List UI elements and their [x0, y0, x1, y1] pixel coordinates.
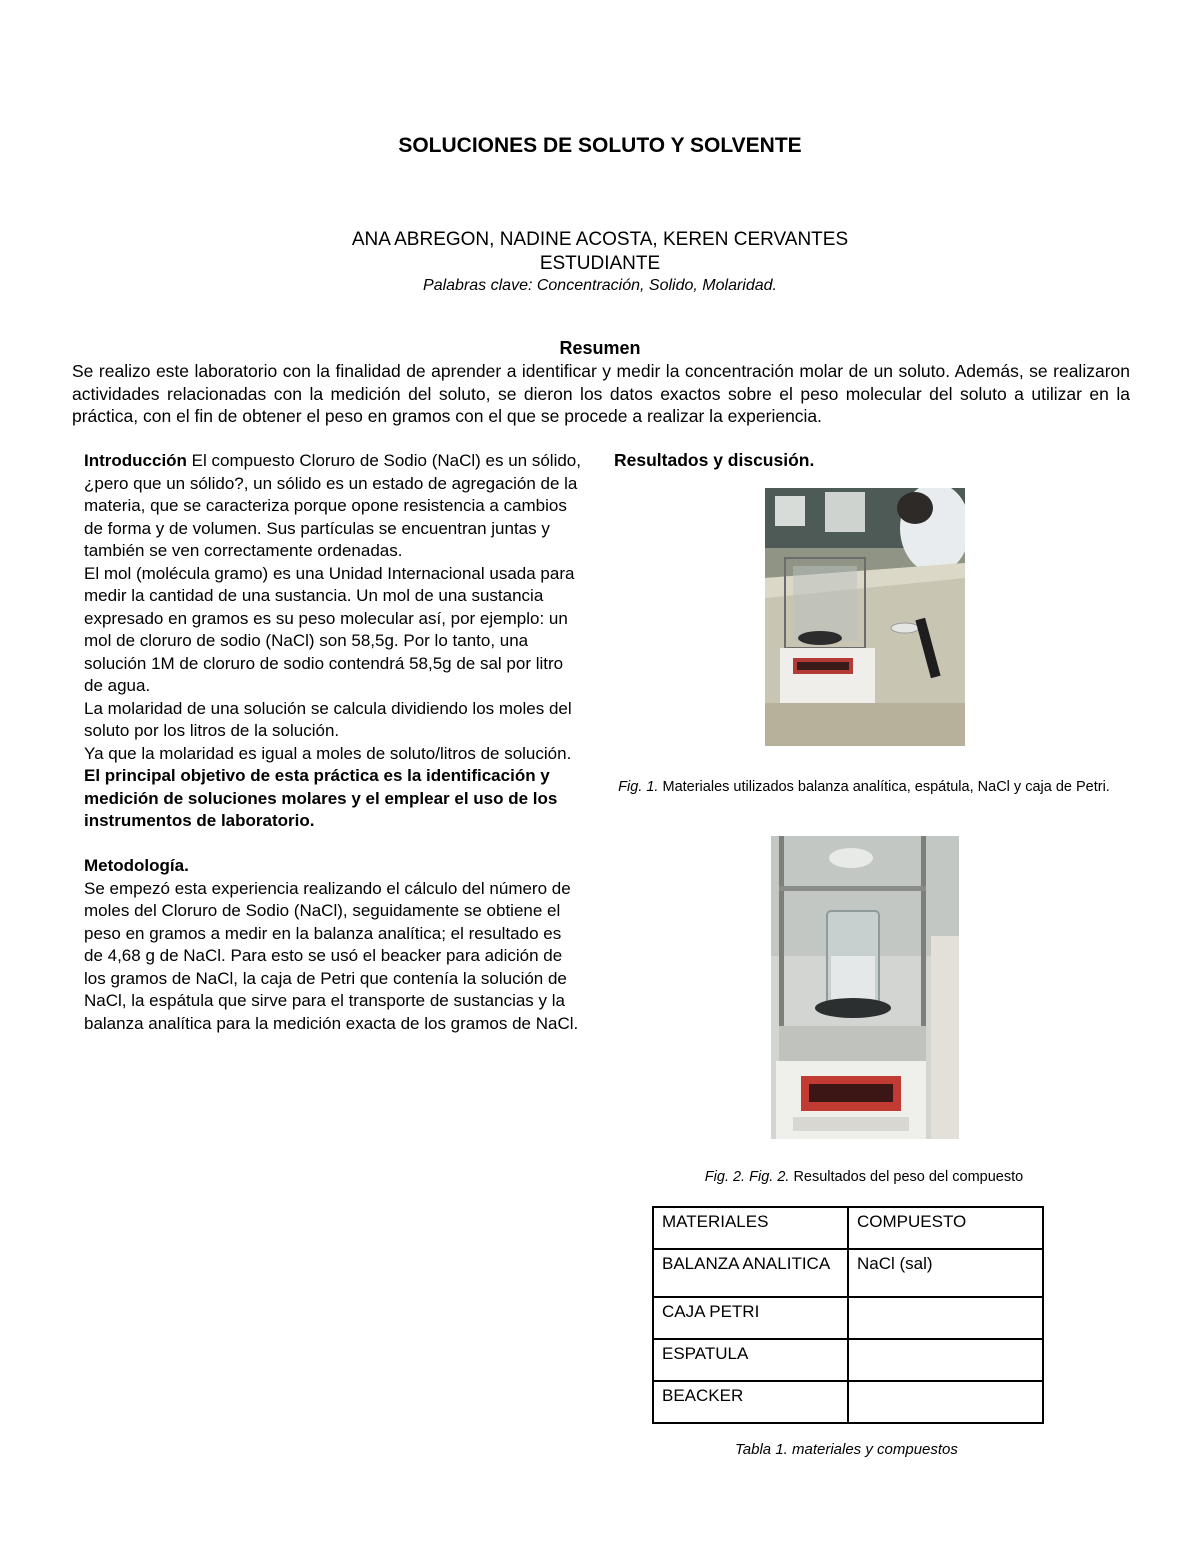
table-cell: BEACKER	[653, 1381, 848, 1423]
figure-2-caption	[604, 1168, 1124, 1187]
figure-2-label: Fig. 2. Fig. 2.	[704, 1169, 790, 1185]
table-row	[653, 1297, 1043, 1339]
authors: ANA ABREGON, NADINE ACOSTA, KEREN CERVANTES	[351, 229, 849, 250]
figure-1-photo	[765, 488, 965, 746]
intro-text: El compuesto Cloruro de Sodio (NaCl) es un sólido, ¿pero que un sólido?, un sólido es un estado de agregación de la materia, que se caracteriza porque opone resistencia a cambios de forma y de volumen. Sus partículas se encuentran juntas y también se ven correctamente ordenadas.	[84, 451, 581, 560]
intro-paragraph-4: Ya que la molaridad es igual a moles de soluto/litros de solución.	[84, 743, 572, 763]
figure-2-caption-text: Resultados del peso del compuesto	[789, 1169, 1024, 1185]
abstract-heading: Resumen	[559, 338, 641, 358]
figure-1-caption-text: Materiales utilizados balanza analítica, espátula, NaCl y caja de Petri.	[658, 779, 1110, 795]
table-caption: Tabla 1. materiales y compuestos	[735, 1441, 958, 1458]
table-cell	[848, 1297, 1043, 1339]
intro-heading: Introducción	[84, 451, 187, 470]
intro-paragraph-3: La molaridad de una solución se calcula dividiendo los moles del soluto por los litros de la solución.	[84, 698, 572, 740]
intro-paragraph-2: El mol (molécula gramo) es una Unidad Internacional usada para medir la cantidad de una sustancia. Un mol de una sustancia expresado en gramos es su peso molecular así, por ejemplo: un mol de cloruro de sodio (NaCl) son 58,5g. Por lo tanto, una solución 1M de cloruro de sodio contendrá 58,5g de sal por litro de agua.	[84, 563, 575, 695]
author-block	[0, 228, 1200, 276]
intro-paragraph-1	[84, 450, 584, 563]
table-cell	[848, 1339, 1043, 1381]
paper-title: SOLUCIONES DE SOLUTO Y SOLVENTE	[398, 134, 802, 157]
table-row	[653, 1339, 1043, 1381]
table-row	[653, 1249, 1043, 1297]
figure-1-caption	[604, 778, 1124, 797]
author-role: ESTUDIANTE	[539, 253, 661, 274]
figure-2-photo	[771, 836, 959, 1139]
table-cell: ESPATULA	[653, 1339, 848, 1381]
table-cell: CAJA PETRI	[653, 1297, 848, 1339]
methodology-text: Se empezó esta experiencia realizando el cálculo del número de moles del Cloruro de Sodio (NaCl), seguidamente se obtiene el peso en gramos a medir en la balanza analítica; el resultado es de 4,68 g de NaCl. Para esto se usó el beacker para adición de los gramos de NaCl, la caja de Petri que contenía la solución de NaCl, la espátula que sirve para el transporte de sustancias y la balanza analítica para la medición exacta de los gramos de NaCl.	[84, 878, 579, 1033]
table-row	[653, 1381, 1043, 1423]
table-cell	[848, 1381, 1043, 1423]
table-header-cell: COMPUESTO	[848, 1207, 1043, 1249]
table-header-cell: MATERIALES	[653, 1207, 848, 1249]
abstract-text: Se realizo este laboratorio con la finalidad de aprender a identificar y medir la concentración molar de un soluto. Además, se realizaron actividades relacionadas con la medición del soluto, se dieron los datos exactos sobre el peso molecular del soluto a utilizar en la práctica, con el fin de obtener el peso en gramos con el que se procede a realizar la experiencia.	[72, 361, 1130, 426]
keywords: Palabras clave: Concentración, Solido, Molaridad.	[423, 277, 777, 294]
table-cell: NaCl (sal)	[848, 1249, 1043, 1297]
table-cell: BALANZA ANALITICA	[653, 1249, 848, 1297]
objective: El principal objetivo de esta práctica es la identificación y medición de soluciones molares y el emplear el uso de los instrumentos de laboratorio.	[84, 766, 558, 830]
figure-1-label: Fig. 1.	[618, 779, 659, 795]
left-column	[84, 450, 584, 1035]
table-header-row	[653, 1207, 1043, 1249]
materials-table	[652, 1206, 1044, 1424]
methodology-heading: Metodología.	[84, 856, 189, 875]
results-heading: Resultados y discusión.	[614, 450, 815, 470]
